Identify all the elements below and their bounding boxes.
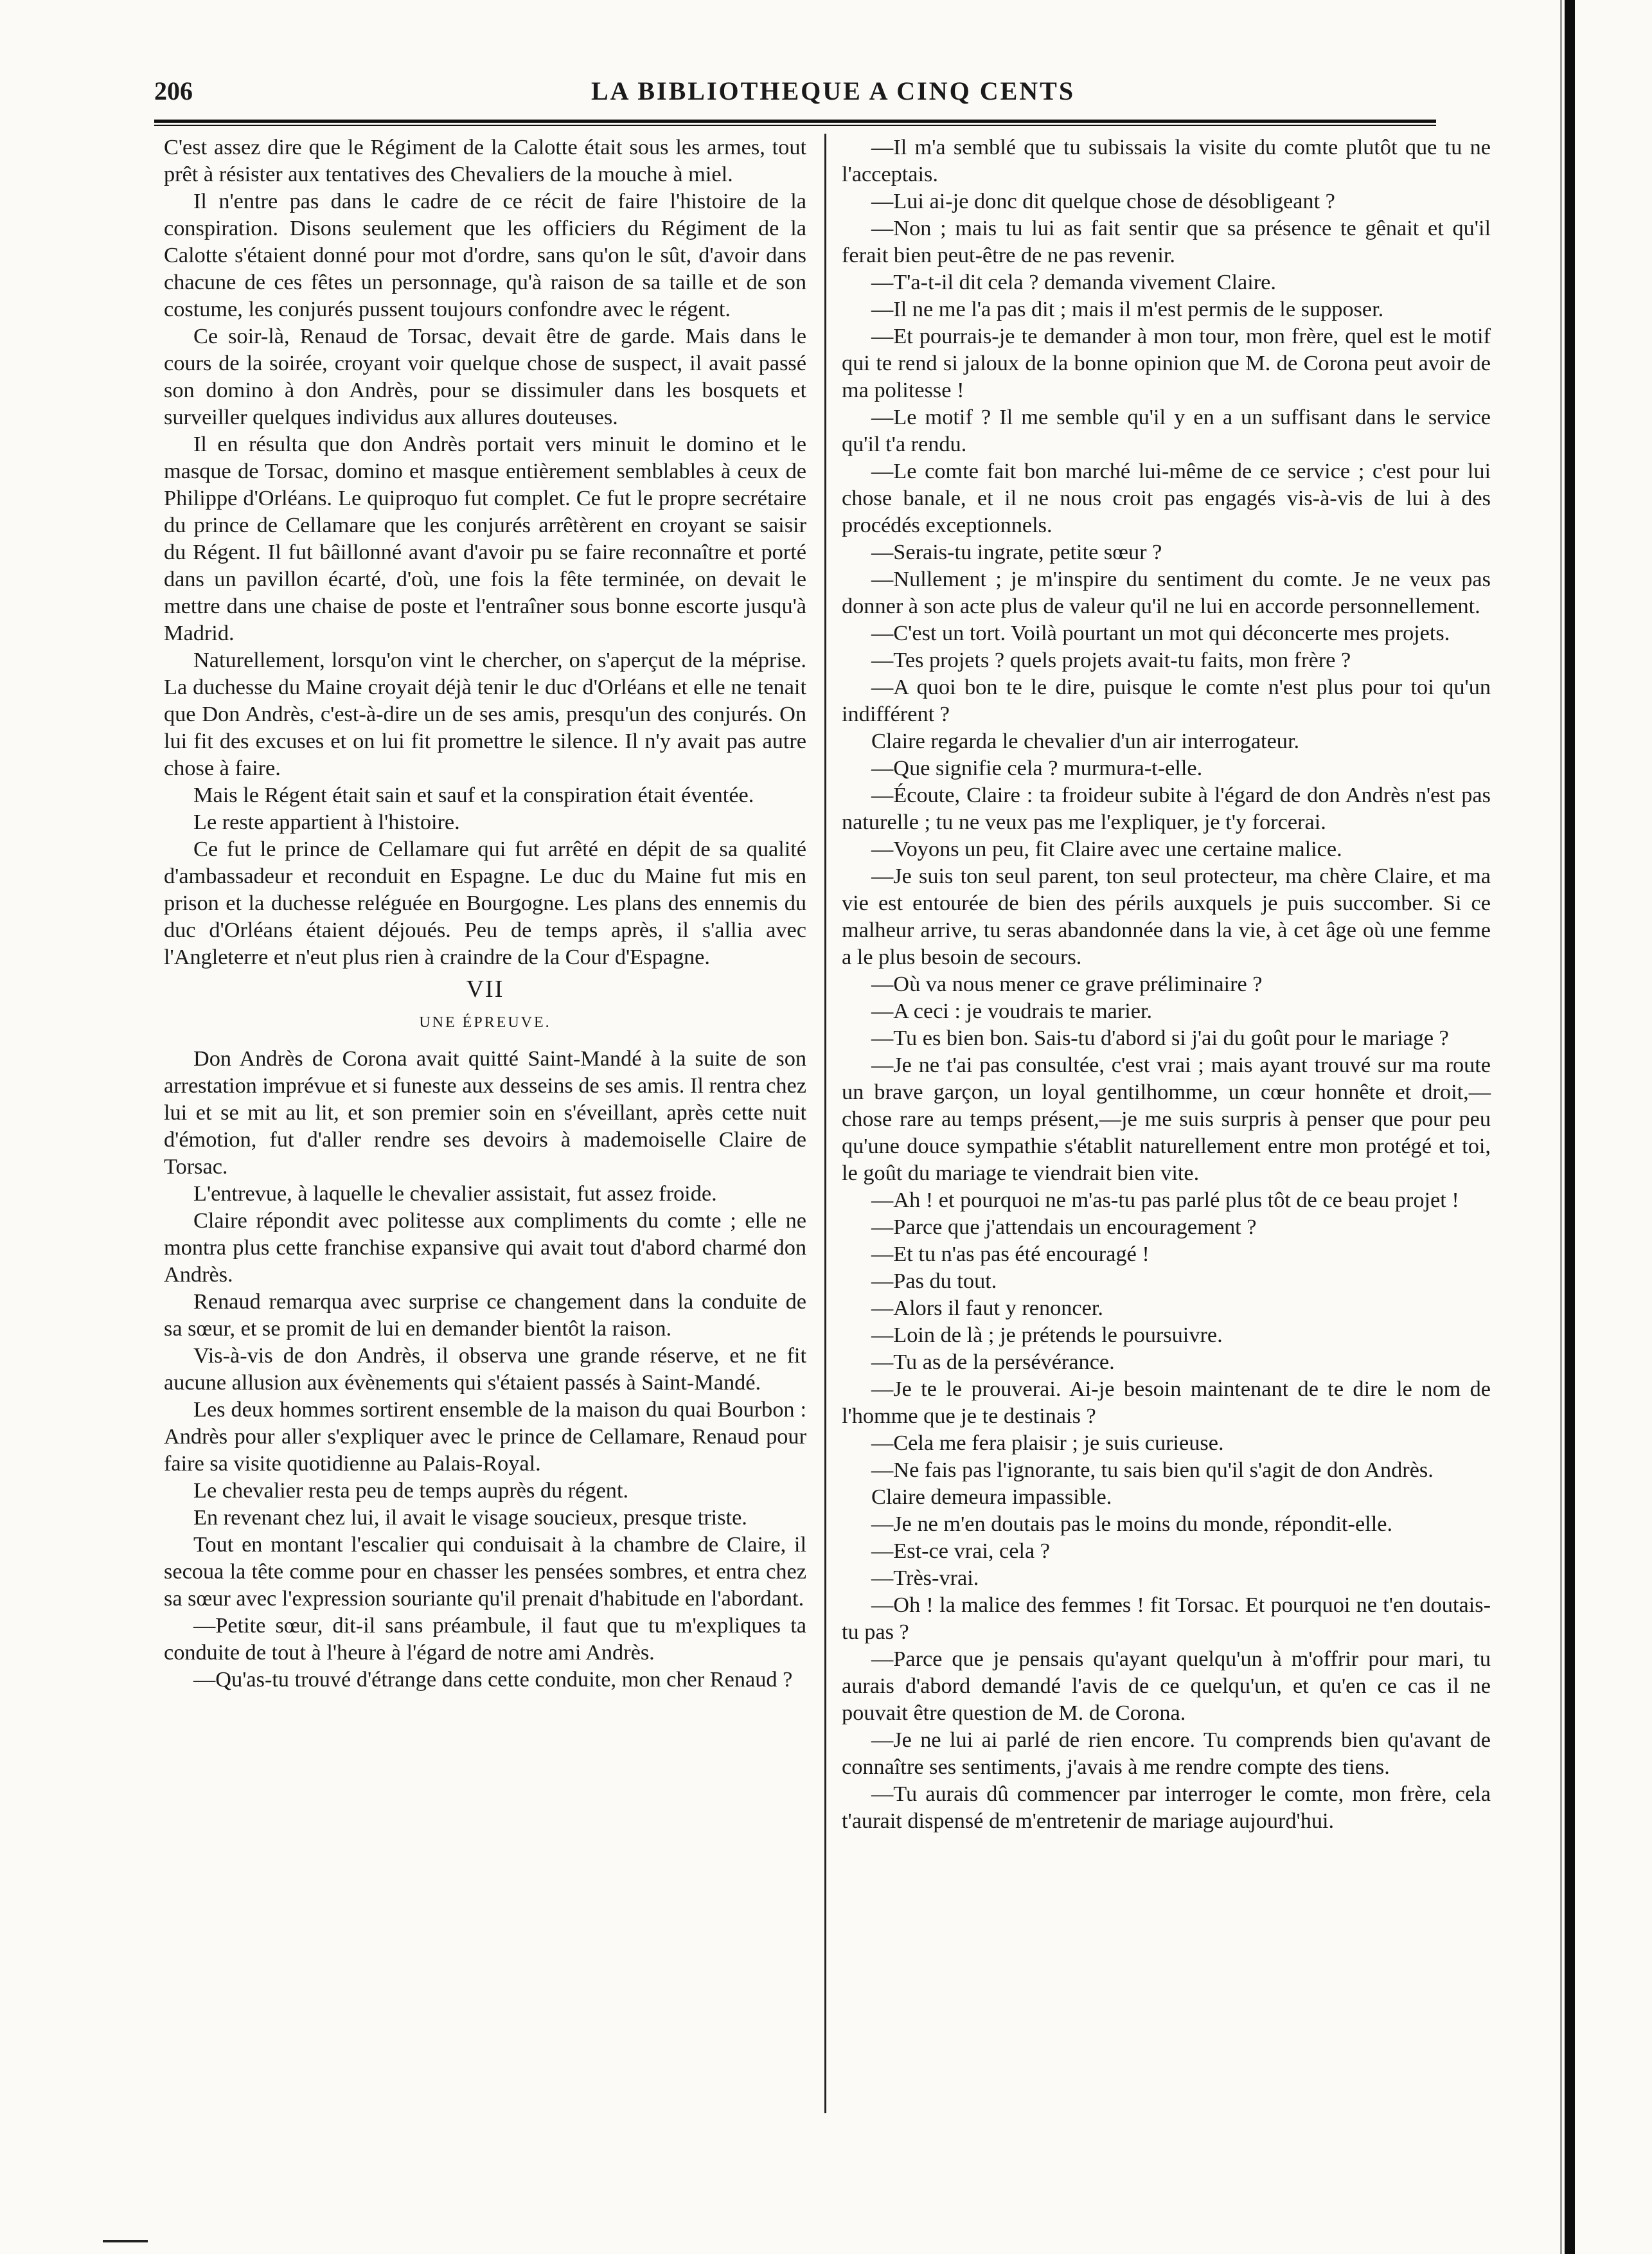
paragraph: —Tes projets ? quels projets avait-tu faits, mon frère ? xyxy=(871,648,1351,672)
paragraph: —Parce que je pensais qu'ayant quelqu'un à m'offrir pour mari, tu aurais d'abord demandé l'avis de ce quelqu'un, et qu'en ce cas il ne pouvait être question de M. de Corona. xyxy=(842,1647,1491,1725)
left-column xyxy=(164,134,806,1693)
paragraph: Ce soir-là, Renaud de Torsac, devait être de garde. Mais dans le cours de la soirée, croyant voir quelque chose de suspect, il avait passé son domino à don Andrès, pour se dissimuler dans les bosquets et surveiller quelques individus aux allures douteuses. xyxy=(164,324,806,429)
paragraph: Tout en montant l'escalier qui conduisait à la chambre de Claire, il secoua la tête comme pour en chasser les pensées sombres, et entra chez sa sœur avec l'expression souriante qu'il prenait d'habitude en l'abordant. xyxy=(164,1532,806,1611)
paragraph: —Est-ce vrai, cela ? xyxy=(871,1539,1051,1563)
paragraph: —Tu aurais dû commencer par interroger le comte, mon frère, cela t'aurait dispensé de m'entretenir de mariage aujourd'hui. xyxy=(842,1782,1491,1833)
paragraph: —A ceci : je voudrais te marier. xyxy=(871,999,1153,1023)
paragraph: —Ah ! et pourquoi ne m'as-tu pas parlé plus tôt de ce beau projet ! xyxy=(871,1188,1459,1212)
paragraph: —Très-vrai. xyxy=(871,1566,979,1590)
paragraph: —Et pourrais-je te demander à mon tour, mon frère, quel est le motif qui te rend si jaloux de la bonne opinion que M. de Corona peut avoir de ma politesse ! xyxy=(842,324,1491,402)
paragraph: Les deux hommes sortirent ensemble de la maison du quai Bourbon : Andrès pour aller s'expliquer avec le prince de Cellamare, Renaud pour faire sa visite quotidienne au Palais-Royal. xyxy=(164,1397,806,1476)
paragraph: Il en résulta que don Andrès portait vers minuit le domino et le masque de Torsac, domino et masque entièrement semblables à ceux de Philippe d'Orléans. Le quiproquo fut complet. Ce fut le propre secrétaire du prince de Cellamare que les conjurés arrêtèrent en croyant se saisir du Régent. Il fut bâillonné avant d'avoir pu se faire reconnaître et porté dans un pavillon écarté, d'où, une fois la fête terminée, on devait le mettre dans une chaise de poste et l'entraîner sous bonne escorte jusqu'à Madrid. xyxy=(164,432,806,645)
paragraph: —Tu as de la persévérance. xyxy=(871,1350,1115,1374)
paragraph: —A quoi bon te le dire, puisque le comte n'est plus pour toi qu'un indifférent ? xyxy=(842,675,1491,726)
paragraph: Le chevalier resta peu de temps auprès du régent. xyxy=(193,1478,629,1503)
paragraph: —Je te le prouverai. Ai-je besoin maintenant de te dire le nom de l'homme que je te destinais ? xyxy=(842,1377,1491,1428)
paragraph: —Et tu n'as pas été encouragé ! xyxy=(871,1242,1150,1266)
paragraph: —Tu es bien bon. Sais-tu d'abord si j'ai du goût pour le mariage ? xyxy=(871,1026,1449,1050)
paragraph: —C'est un tort. Voilà pourtant un mot qui déconcerte mes projets. xyxy=(871,621,1450,645)
header-rule xyxy=(154,120,1436,123)
paragraph: —Le motif ? Il me semble qu'il y en a un suffisant dans le service qu'il t'a rendu. xyxy=(842,405,1491,456)
paragraph: Claire regarda le chevalier d'un air interrogateur. xyxy=(871,729,1300,753)
paragraph: En revenant chez lui, il avait le visage soucieux, presque triste. xyxy=(193,1505,747,1530)
paragraph: Ce fut le prince de Cellamare qui fut arrêté en dépit de sa qualité d'ambassadeur et reconduit en Espagne. Le duc du Maine fut mis en prison et la duchesse reléguée en Bourgogne. Les plans des ennemis du duc d'Orléans étaient déjoués. Peu de temps après, il s'allia avec l'Angleterre et n'eut plus rien à craindre de la Cour d'Espagne. xyxy=(164,837,806,969)
page-edge-binding xyxy=(1565,0,1575,2254)
paragraph: —Pas du tout. xyxy=(871,1269,997,1293)
right-column xyxy=(842,134,1491,1834)
paragraph: —Je ne t'ai pas consultée, c'est vrai ; mais ayant trouvé sur ma route un brave garçon, un loyal gentilhomme, un cœur honnête et droit,—chose rare au temps présent,—je me suis surpris à penser que pour peu qu'une douce sympathie s'établit naturellement entre mon protégé et toi, le goût du mariage te viendrait bien vite. xyxy=(842,1053,1491,1185)
paragraph: —Il ne me l'a pas dit ; mais il m'est permis de le supposer. xyxy=(871,297,1384,321)
paragraph: —Non ; mais tu lui as fait sentir que sa présence te gênait et qu'il ferait bien peut-être de ne pas revenir. xyxy=(842,216,1491,267)
paragraph: —Loin de là ; je prétends le poursuivre. xyxy=(871,1323,1223,1347)
paragraph: —Où va nous mener ce grave préliminaire ? xyxy=(871,972,1263,996)
page-number: 206 xyxy=(154,76,193,105)
paragraph: Vis-à-vis de don Andrès, il observa une grande réserve, et ne fit aucune allusion aux évènements qui s'étaient passés à Saint-Mandé. xyxy=(164,1343,806,1395)
chapter-number: VII xyxy=(466,976,504,1003)
paragraph: —Je ne lui ai parlé de rien encore. Tu comprends bien qu'avant de connaître ses sentiments, j'avais à me rendre compte des tiens. xyxy=(842,1728,1491,1779)
paragraph: Le reste appartient à l'histoire. xyxy=(193,810,460,834)
paragraph: —Parce que j'attendais un encouragement ? xyxy=(871,1215,1257,1239)
paragraph: C'est assez dire que le Régiment de la Calotte était sous les armes, tout prêt à résister aux tentatives des Chevaliers de la mouche à miel. xyxy=(164,135,806,186)
paragraph: —Le comte fait bon marché lui-même de ce service ; c'est pour lui chose banale, et il ne nous croit pas engagés vis-à-vis de lui à des procédés exceptionnels. xyxy=(842,459,1491,537)
paragraph: Claire répondit avec politesse aux compliments du comte ; elle ne montra plus cette franchise expansive qui avait tout d'abord charmé don Andrès. xyxy=(164,1208,806,1287)
paragraph: —Petite sœur, dit-il sans préambule, il faut que tu m'expliques ta conduite de tout à l'heure à l'égard de notre ami Andrès. xyxy=(164,1613,806,1665)
paragraph: —T'a-t-il dit cela ? demanda vivement Claire. xyxy=(871,270,1276,294)
running-title: LA BIBLIOTHEQUE A CINQ CENTS xyxy=(591,76,1076,105)
paragraph: —Que signifie cela ? murmura-t-elle. xyxy=(871,756,1203,780)
page-edge-shadow xyxy=(1560,0,1562,2254)
chapter-title: UNE ÉPREUVE. xyxy=(419,1014,551,1031)
paragraph: Don Andrès de Corona avait quitté Saint-Mandé à la suite de son arrestation imprévue et si funeste aux desseins de ses amis. Il rentra chez lui et se mit au lit, et son premier soin en s'éveillant, après cette nuit d'émotion, fut d'aller rendre ses devoirs à mademoiselle Claire de Torsac. xyxy=(164,1046,806,1179)
paragraph: —Je ne m'en doutais pas le moins du monde, répondit-elle. xyxy=(871,1512,1393,1536)
paragraph: —Nullement ; je m'inspire du sentiment du comte. Je ne veux pas donner à son acte plus de valeur qu'il ne lui en accorde personnellement. xyxy=(842,567,1491,618)
paragraph: —Qu'as-tu trouvé d'étrange dans cette conduite, mon cher Renaud ? xyxy=(193,1667,793,1692)
paragraph: —Je suis ton seul parent, ton seul protecteur, ma chère Claire, et ma vie est entourée de bien des périls auxquels je puis succomber. Si ce malheur arrive, tu seras abandonnée dans la vie, à cet âge où une femme a le plus besoin de secours. xyxy=(842,864,1491,969)
paragraph: —Voyons un peu, fit Claire avec une certaine malice. xyxy=(871,837,1342,861)
paragraph: —Écoute, Claire : ta froideur subite à l'égard de don Andrès n'est pas naturelle ; tu ne veux pas me l'expliquer, je t'y forcerai. xyxy=(842,783,1491,834)
footer-mark xyxy=(103,2240,148,2242)
paragraph: —Lui ai-je donc dit quelque chose de désobligeant ? xyxy=(871,189,1335,213)
paragraph: Renaud remarqua avec surprise ce changement dans la conduite de sa sœur, et se promit de lui en demander bientôt la raison. xyxy=(164,1289,806,1341)
paragraph: —Cela me fera plaisir ; je suis curieuse. xyxy=(871,1431,1224,1455)
paragraph: —Oh ! la malice des femmes ! fit Torsac. Et pourquoi ne t'en doutais-tu pas ? xyxy=(842,1593,1491,1644)
paragraph: —Il m'a semblé que tu subissais la visite du comte plutôt que tu ne l'acceptais. xyxy=(842,135,1491,186)
running-header xyxy=(154,76,1433,114)
paragraph: —Alors il faut y renoncer. xyxy=(871,1296,1103,1320)
paragraph: Claire demeura impassible. xyxy=(871,1485,1112,1509)
header-rule-thin xyxy=(154,125,1436,126)
column-divider xyxy=(824,134,826,2113)
paragraph: —Ne fais pas l'ignorante, tu sais bien qu'il s'agit de don Andrès. xyxy=(871,1458,1434,1482)
paragraph: Il n'entre pas dans le cadre de ce récit de faire l'histoire de la conspiration. Disons seulement que les officiers du Régiment de la Calotte s'étaient donné pour mot d'ordre, sans qu'on le sût, d'avoir dans chacune de ces fêtes un personnage, qu'à raison de sa taille et de son costume, les conjurés pussent toujours confondre avec le régent. xyxy=(164,189,806,321)
paragraph: L'entrevue, à laquelle le chevalier assistait, fut assez froide. xyxy=(193,1181,717,1206)
paragraph: —Serais-tu ingrate, petite sœur ? xyxy=(871,540,1162,564)
paragraph: Naturellement, lorsqu'on vint le chercher, on s'aperçut de la méprise. La duchesse du Maine croyait déjà tenir le duc d'Orléans et elle ne tenait que Don Andrès, c'est-à-dire un de ses amis, presqu'un des conjurés. On lui fit des excuses et on lui fit promettre le silence. Il n'y avait pas autre chose à faire. xyxy=(164,648,806,780)
paragraph: Mais le Régent était sain et sauf et la conspiration était éventée. xyxy=(193,783,754,807)
